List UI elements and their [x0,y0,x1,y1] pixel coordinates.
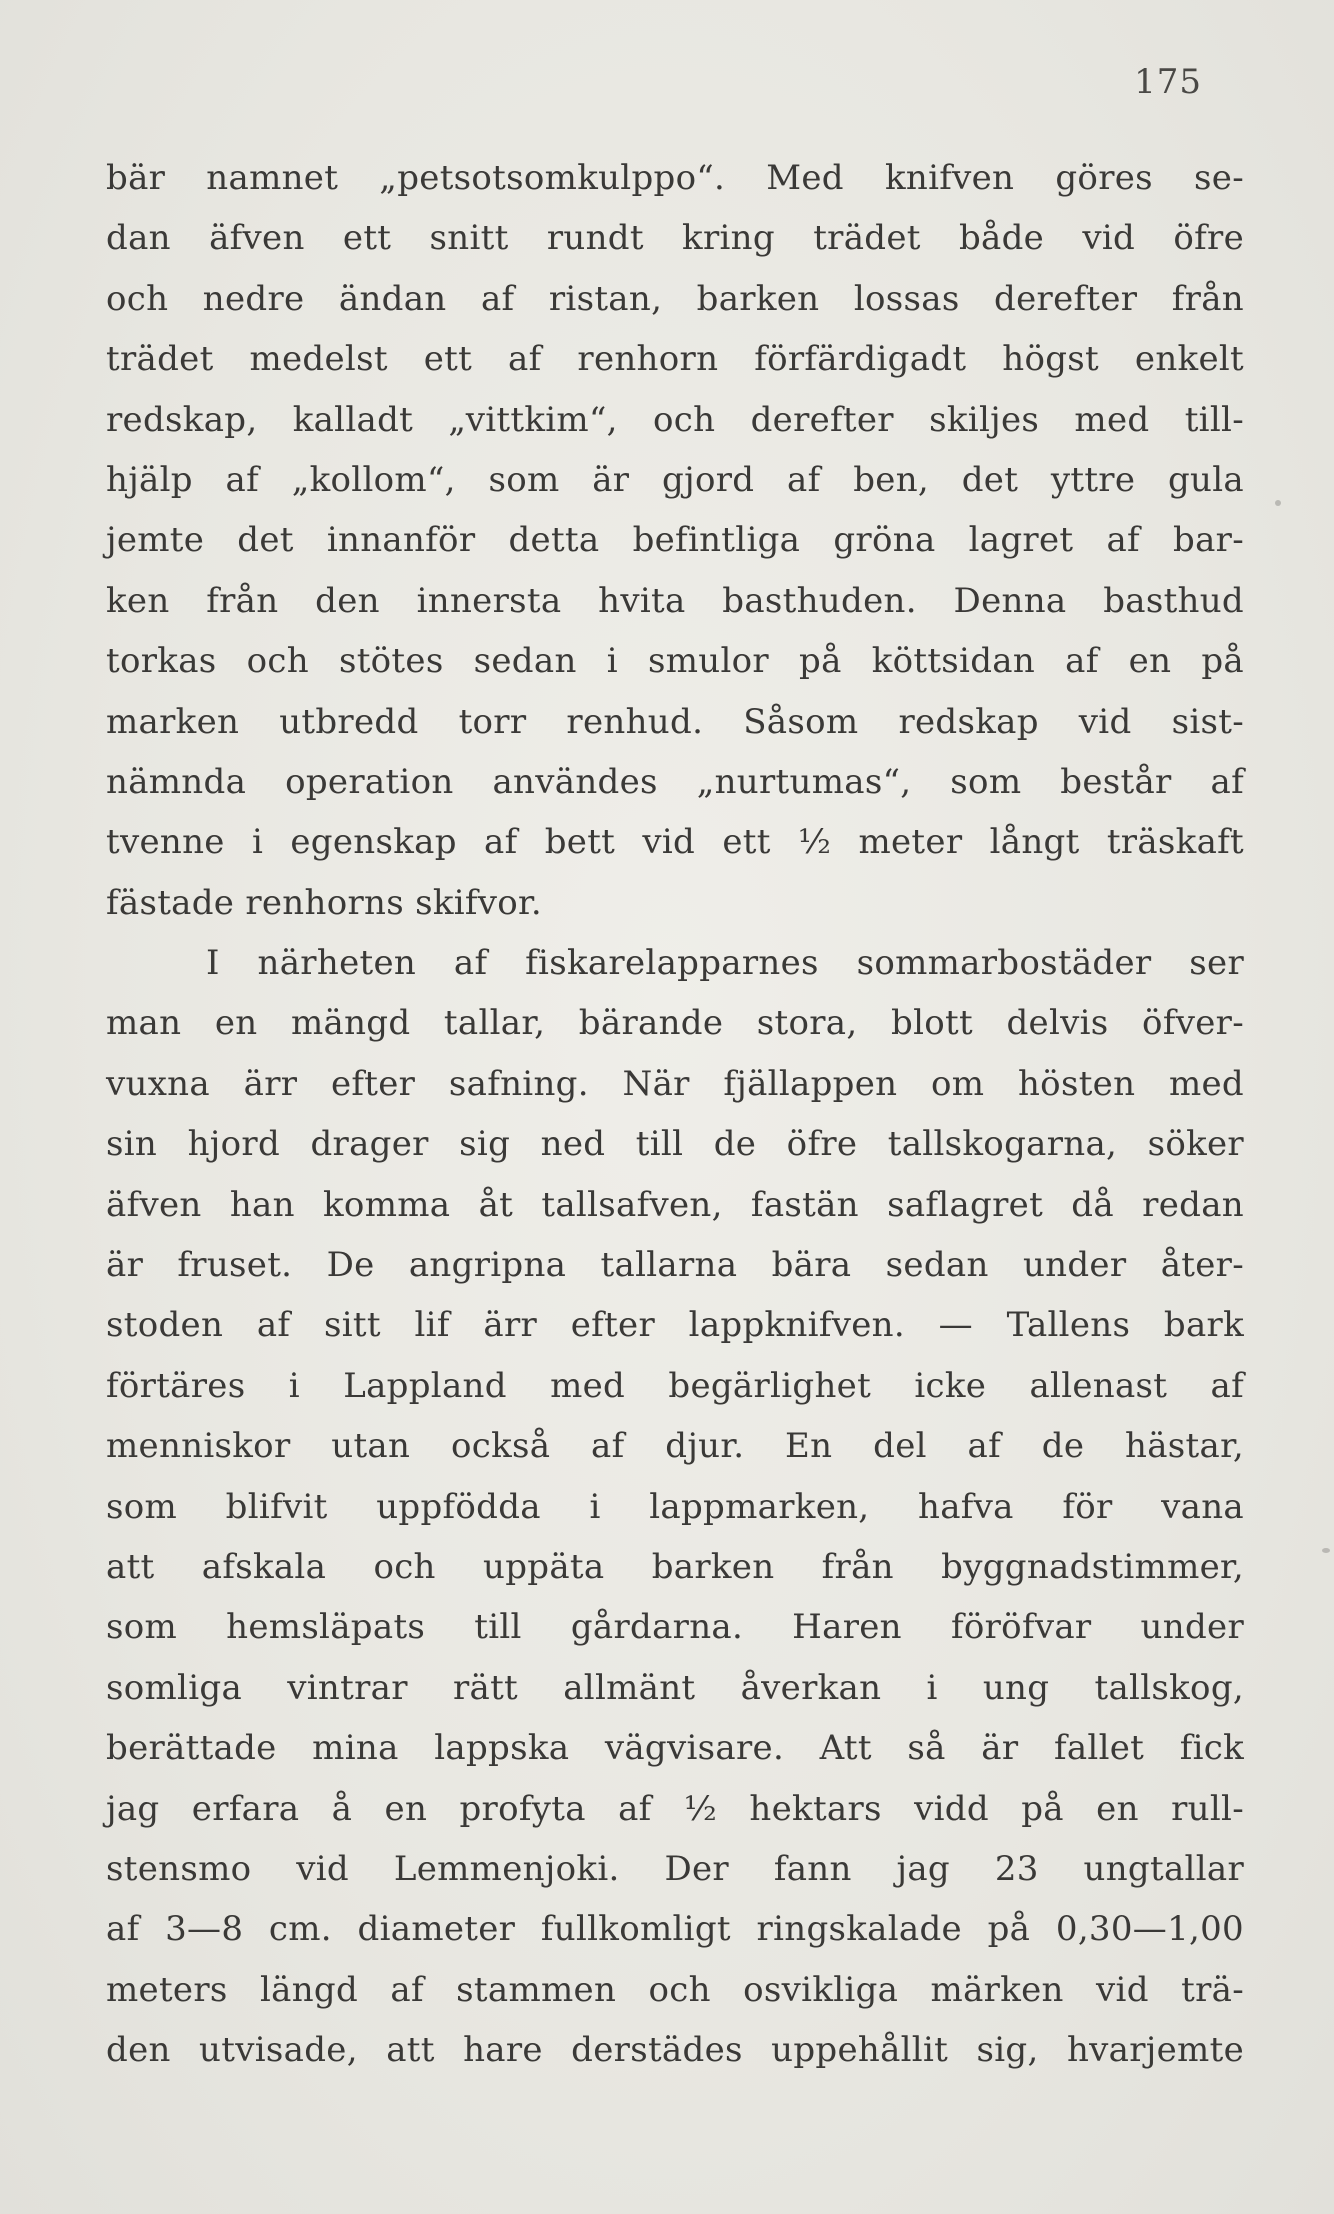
text-line: marken utbredd torr renhud. Såsom redskap vid sist- [106,701,1244,742]
text-line: ken från den innersta hvita basthuden. Denna basthud [106,580,1244,621]
text-line: dan äfven ett snitt rundt kring trädet både vid öfre [106,218,1244,259]
page-number: 175 [1134,62,1202,102]
text-line: man en mängd tallar, bärande stora, blott delvis öfver- [106,1003,1244,1044]
text-line: är fruset. De angripna tallarna bära sedan under åter- [106,1245,1244,1286]
paragraph-end-line: fästade renhorns skifvor. [106,882,542,923]
text-line: att afskala och uppäta barken från byggnadstimmer, [106,1546,1244,1587]
text-line: den utvisade, att hare derstädes uppehållit sig, hvarjemte [106,2030,1244,2071]
text-line: torkas och stötes sedan i smulor på köttsidan af en på [106,641,1244,682]
text-line: menniskor utan också af djur. En del af de hästar, [106,1426,1244,1467]
paper-speck [1275,500,1281,506]
text-line: bär namnet „petsotsomkulppo“. Med knifven göres se- [106,158,1244,198]
text-line: äfven han komma åt tallsafven, fastän saflagret då redan [106,1184,1244,1225]
text-line: meters längd af stammen och osvikliga märken vid trä- [106,1969,1244,2010]
text-line: stensmo vid Lemmenjoki. Der fann jag 23 ungtallar [106,1848,1244,1889]
text-line: tvenne i egenskap af bett vid ett ½ meter långt träskaft [106,822,1244,863]
text-line: och nedre ändan af ristan, barken lossas derefter från [106,278,1244,319]
text-line: sin hjord drager sig ned till de öfre tallskogarna, söker [106,1124,1244,1165]
text-line: stoden af sitt lif ärr efter lappknifven. — Tallens bark [106,1305,1244,1346]
text-line: hjälp af „kollom“, som är gjord af ben, det yttre gula [106,459,1244,500]
text-line: som blifvit uppfödda i lappmarken, hafva för vana [106,1486,1244,1527]
text-line: förtäres i Lappland med begärlighet icke allenast af [106,1365,1244,1406]
text-line: jag erfara å en profyta af ½ hektars vidd på en rull- [106,1788,1244,1829]
paragraph-start-line: I närheten af fiskarelapparnes sommarbostäder ser [206,943,1244,984]
text-line: berättade mina lappska vägvisare. Att så är fallet fick [106,1728,1244,1769]
text-line: jemte det innanför detta befintliga gröna lagret af bar- [106,520,1244,561]
text-line: trädet medelst ett af renhorn förfärdigadt högst enkelt [106,339,1244,380]
text-line: vuxna ärr efter safning. När fjällappen om hösten med [106,1063,1244,1104]
paper-speck [1322,1548,1330,1553]
text-line: somliga vintrar rätt allmänt åverkan i ung tallskog, [106,1667,1244,1708]
body-text [106,148,1244,2081]
text-line: nämnda operation användes „nurtumas“, som består af [106,761,1244,802]
text-line: af 3—8 cm. diameter fullkomligt ringskalade på 0,30—1,00 [106,1909,1244,1950]
text-line: redskap, kalladt „vittkim“, och derefter skiljes med till- [106,399,1244,440]
text-line: som hemsläpats till gårdarna. Haren föröfvar under [106,1607,1244,1648]
